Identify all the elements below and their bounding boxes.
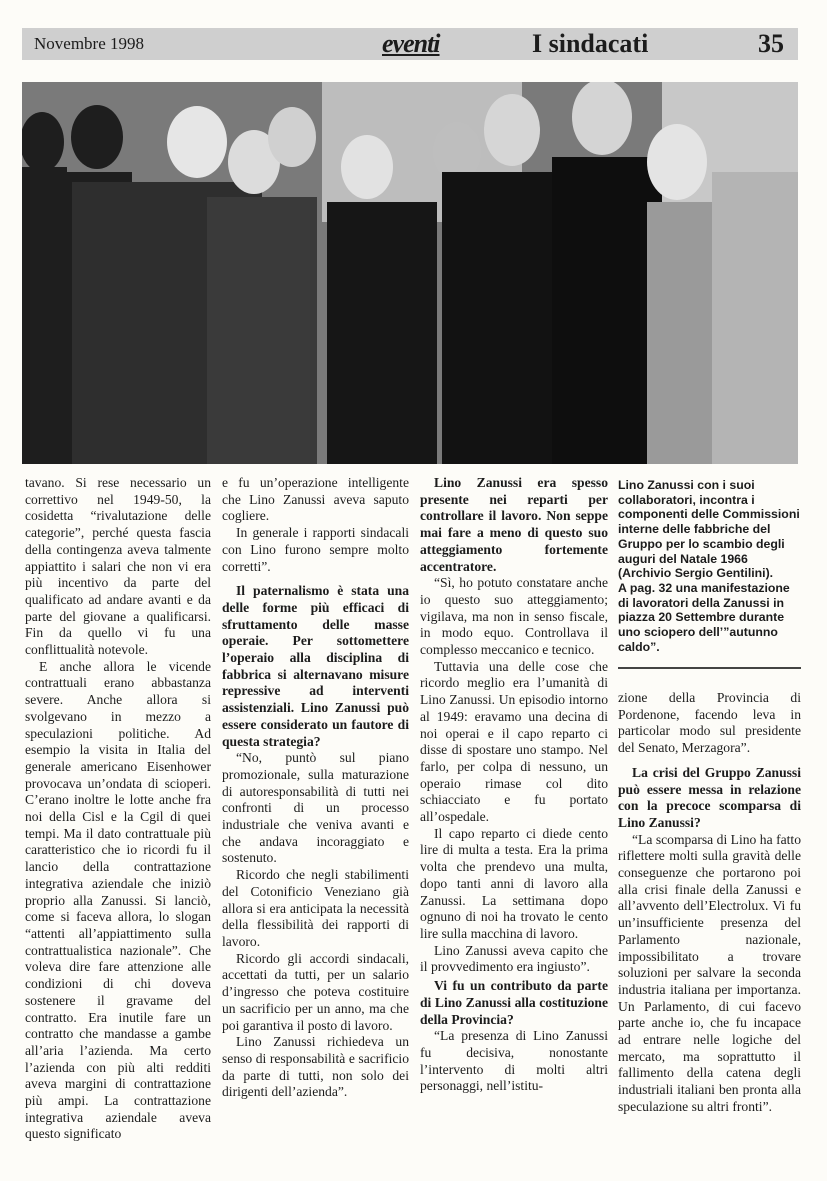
paragraph: Ricordo gli accordi sindacali, accettati da tutti, per un salario d’ingresso che poteva costituire un sacrificio per un anno, ma che poi garantiva il posto di lavoro. <box>222 950 409 1033</box>
issue-date: Novembre 1998 <box>34 34 145 53</box>
paragraph: Il capo reparto ci diede cento lire di multa a testa. Era la prima volta che prendevo una multa, dopo tanti anni di lavoro alla Zanussi. La settimana dopo ognuno di noi ha trovato le cento lire sulla macchina di lavoro. <box>420 825 608 941</box>
paragraph: e fu un’operazione intelligente che Lino Zanussi aveva saputo cogliere. <box>222 475 409 524</box>
page-header <box>22 28 798 60</box>
column-4 <box>618 690 801 1116</box>
paragraph: “La presenza di Lino Zanussi fu decisiva, nonostante l’intervento di molti altri personaggi, nell’istitu- <box>420 1028 608 1094</box>
paragraph: “La scomparsa di Lino ha fatto riflettere molti sulla gravità delle conseguenze che portarono poi alla crisi finale della Zanussi e all’avvento dell’Electrolux. Vi fu un’insufficiente presenza del Parlamento nazionale, impossibilitato a trovare soluzioni per salvare la seconda industria italiana per importanza. Un Parlamento, di cui facevo parte anche io, che fu incapace ad entrare nelle logiche del mercato, ma soprattutto il fallimento della catena degli industriali italiani ben pronta alla speculazione su altri fronti”. <box>618 831 801 1114</box>
section-title: I sindacati <box>532 29 649 58</box>
paragraph: In generale i rapporti sindacali con Lino furono sempre molto corretti”. <box>222 525 409 574</box>
photo-figures <box>22 82 798 464</box>
caption-text: A pag. 32 una manifestazione di lavoratori della Zanussi in piazza 20 Settembre durante uno sciopero dell’”autunno caldo”. <box>618 580 790 654</box>
magazine-logo: eventi <box>382 29 440 58</box>
paragraph: Tuttavia una delle cose che ricordo meglio era l’umanità di Lino Zanussi. Un episodio intorno al 1949: eravamo una decina di noi operai e il capo reparto ci disse di spostare uno stampo. Nel farlo, per colpa di nessuno, un operaio rimase col dito schiacciato e fu portato all’ospedale. <box>420 658 608 825</box>
interview-question: Vi fu un contributo da parte di Lino Zanussi alla costituzione della Provincia? <box>420 978 608 1027</box>
paragraph: E anche allora le vicende contrattuali erano abbastanza severe. Anche allora si svolgevano in mezzo a speculazioni politiche. Ad esempio la visita in Italia del generale americano Eisenhower provocava un’ondata di scioperi. C’erano inoltre le lotte anche fra noi della Cisl e la Cgil di quei tempi. Ma il dato contrattuale più caratteristico che io ricordi fu il lancio della contrattazione integrativa aziendale che iniziò proprio alla Zanussi. Si lanciò, come si faceva allora, lo slogan “attenti all’appiattimento sulla contrattualistica nazionale”. Che voleva dire fare attenzione alle condizioni di chi doveva sostenere il gravame del contratto. Era inutile fare un contratto che mandasse a gambe all’aria l’azienda. Ma certo l’azienda con più alti redditi aveva margini di contrattazione più ampi. La contrattazione integrativa aziendale aveva questo significato <box>25 658 211 1142</box>
caption-text: Lino Zanussi con i suoi collaboratori, incontra i componenti delle Commissioni interne delle fabbriche del Gruppo per lo scambio degli auguri del Natale 1966 (Archivio Sergio Gentilini). <box>618 478 800 581</box>
paragraph: Lino Zanussi richiedeva un senso di responsabilità e sacrificio da parte di tutti, non solo dei dirigenti dell’azienda”. <box>222 1034 409 1100</box>
interview-question: Lino Zanussi era spesso presente nei reparti per controllare il lavoro. Non seppe mai fare a meno di questo suo atteggiamento fortemente accentratore. <box>420 475 608 574</box>
interview-question: La crisi del Gruppo Zanussi può essere messa in relazione con la precoce scomparsa di Lino Zanussi? <box>618 764 801 830</box>
caption-divider <box>618 667 801 669</box>
interview-question: Il paternalismo è stata una delle forme più efficaci di sfruttamento delle masse operaie. Per sottomettere l’operaio alla disciplina di fabbrica si alternavano misure repressive ad interventi assistenziali. Lino Zanussi può essere considerato un fautore di questa strategia? <box>222 583 409 749</box>
column-1 <box>25 475 211 1143</box>
page-number: 35 <box>758 29 784 58</box>
paragraph: Lino Zanussi aveva capito che il provvedimento era ingiusto”. <box>420 942 608 975</box>
paragraph: “No, puntò sul piano promozionale, sulla maturazione di autoresponsabilità di tutti nei confronti di un processo industriale che veniva avanti e che andava incoraggiato e sostenuto. <box>222 750 409 866</box>
paragraph: tavano. Si rese necessario un correttivo nel 1949-50, la cosidetta “rivalutazione delle categorie”, perché questa fascia della contingenza aveva talmente appiattito i salari che non vi era più incentivo da parte del qualificato ad andare avanti e da parte del giovane a qualificarsi. Fin da quello vi fu una conflittualità notevole. <box>25 475 211 658</box>
photo-caption <box>618 478 804 654</box>
column-2 <box>222 475 409 1101</box>
column-3 <box>420 475 608 1095</box>
paragraph: zione della Provincia di Pordenone, facendo leva in particolar modo sul presidente del Senato, Merzagora”. <box>618 690 801 756</box>
group-photo <box>22 82 798 464</box>
paragraph: Ricordo che negli stabilimenti del Cotonificio Veneziano già allora si era anticipata la necessità della flessibilità dei rapporti di lavoro. <box>222 867 409 949</box>
paragraph: “Sì, ho potuto constatare anche io questo suo atteggiamento; vigilava, ma non in senso fiscale, in modo equo. Controllava il complesso meccanico e tecnico. <box>420 575 608 658</box>
